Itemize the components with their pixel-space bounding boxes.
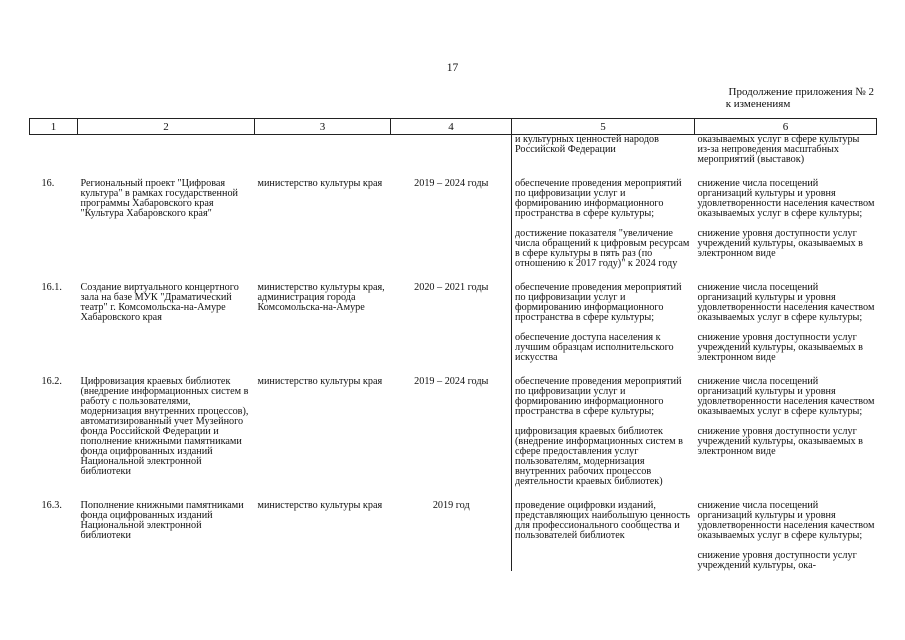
header-col-3: 3 [255, 119, 391, 135]
row-number: 16. [41, 178, 55, 189]
measure-name: Региональный проект "Цифровая культура" в рамках государственной программы Хабаровского края "Культура Хабаровского края" [80, 178, 239, 219]
result-item: обеспечение проведения мероприятий по цифровизации услуг и формированию информационного пространства в сфере культуры; [515, 282, 682, 323]
consequences [695, 179, 877, 269]
row-number: 16.2. [41, 376, 62, 387]
executor: министерство культуры края, администрация города Комсомольска-на-Амуре [257, 282, 385, 313]
measure-name: Пополнение книжными памятниками фонда оцифрованных изданий Национальной электронной библиотеки [80, 500, 244, 541]
header-col-2: 2 [78, 119, 255, 135]
measure-name: Создание виртуального концертного зала на базе МУК "Драматический театр" г. Комсомольска-на-Амуре Хабаровского края [80, 282, 239, 323]
implementation-period: 2019 – 2024 годы [414, 376, 489, 387]
result-item: проведение оцифровки изданий, представляющих наибольшую ценность для профессионального сообщества и пользователей библиотек [515, 500, 690, 541]
table-row [30, 501, 877, 571]
consequences [695, 377, 877, 487]
executor: министерство культуры края [257, 500, 383, 511]
executor: министерство культуры края [257, 178, 383, 189]
consequence-item: снижение уровня доступности услуг учреждений культуры, оказываемых в электронном виде [697, 426, 863, 457]
consequences [695, 501, 877, 571]
table-row-continued [30, 135, 877, 166]
consequence-item: снижение числа посещений организаций культуры и уровня удовлетворенности населения качеством оказываемых услуг в сфере культуры; [697, 376, 875, 417]
header-col-5: 5 [512, 119, 695, 135]
result-item: обеспечение доступа населения к лучшим образцам исполнительского искусства [515, 332, 674, 363]
result-item: достижение показателя "увеличение числа обращений к цифровым ресурсам в сфере культуры в пять раз (по отношению к 2017 году)" к 2024 году [515, 228, 690, 269]
consequence-item: снижение числа посещений организаций культуры и уровня удовлетворенности населения качеством оказываемых услуг в сфере культуры; [697, 500, 875, 541]
continuation-line-2: к изменениям [725, 98, 791, 110]
table-row [30, 377, 877, 487]
continued-risk: оказываемых услуг в сфере культуры из-за непроведения масштабных мероприятий (выставок) [697, 134, 860, 165]
measure-name: Цифровизация краевых библиотек (внедрение информационных систем в работу с пользователями, модернизация внутренних процессов), автоматизированный учет Музейного фонда Российской Федерации и пополнение книжными памятниками фонда оцифрованных изданий Национальной электронной библиотеки [80, 376, 249, 477]
expected-results [512, 377, 695, 487]
header-col-4: 4 [391, 119, 512, 135]
header-col-6: 6 [695, 119, 877, 135]
expected-results [512, 283, 695, 363]
result-item: обеспечение проведения мероприятий по цифровизации услуг и формированию информационного пространства в сфере культуры; [515, 376, 682, 417]
page-number: 17 [446, 62, 459, 74]
consequences [695, 283, 877, 363]
measures-table [29, 118, 877, 571]
implementation-period: 2019 год [432, 500, 470, 511]
expected-results [512, 501, 695, 571]
table-header-row [30, 119, 877, 135]
header-col-1: 1 [30, 119, 78, 135]
table-row [30, 179, 877, 269]
consequence-item: снижение числа посещений организаций культуры и уровня удовлетворенности населения качеством оказываемых услуг в сфере культуры; [697, 282, 875, 323]
row-number: 16.3. [41, 500, 62, 511]
consequence-item: снижение уровня доступности услуг учреждений культуры, оказываемых в электронном виде [697, 228, 863, 259]
executor: министерство культуры края [257, 376, 383, 387]
consequence-item: снижение уровня доступности услуг учреждений культуры, ока- [697, 550, 857, 571]
row-number: 16.1. [41, 282, 62, 293]
expected-results [512, 179, 695, 269]
implementation-period: 2019 – 2024 годы [414, 178, 489, 189]
result-item: цифровизация краевых библиотек (внедрение информационных систем в сфере предоставления услуг пользователям, модернизация внутренних рабочих процессов деятельности краевых библиотек) [515, 426, 683, 487]
continuation-line-1: Продолжение приложения № 2 [728, 86, 874, 98]
table-row [30, 283, 877, 363]
consequence-item: снижение числа посещений организаций культуры и уровня удовлетворенности населения качеством оказываемых услуг в сфере культуры; [697, 178, 875, 219]
continuation-note [640, 86, 876, 110]
consequence-item: снижение уровня доступности услуг учреждений культуры, оказываемых в электронном виде [697, 332, 863, 363]
implementation-period: 2020 – 2021 годы [414, 282, 489, 293]
continued-result: и культурных ценностей народов Российской Федерации [512, 135, 695, 166]
result-item: обеспечение проведения мероприятий по цифровизации услуг и формированию информационного пространства в сфере культуры; [515, 178, 682, 219]
